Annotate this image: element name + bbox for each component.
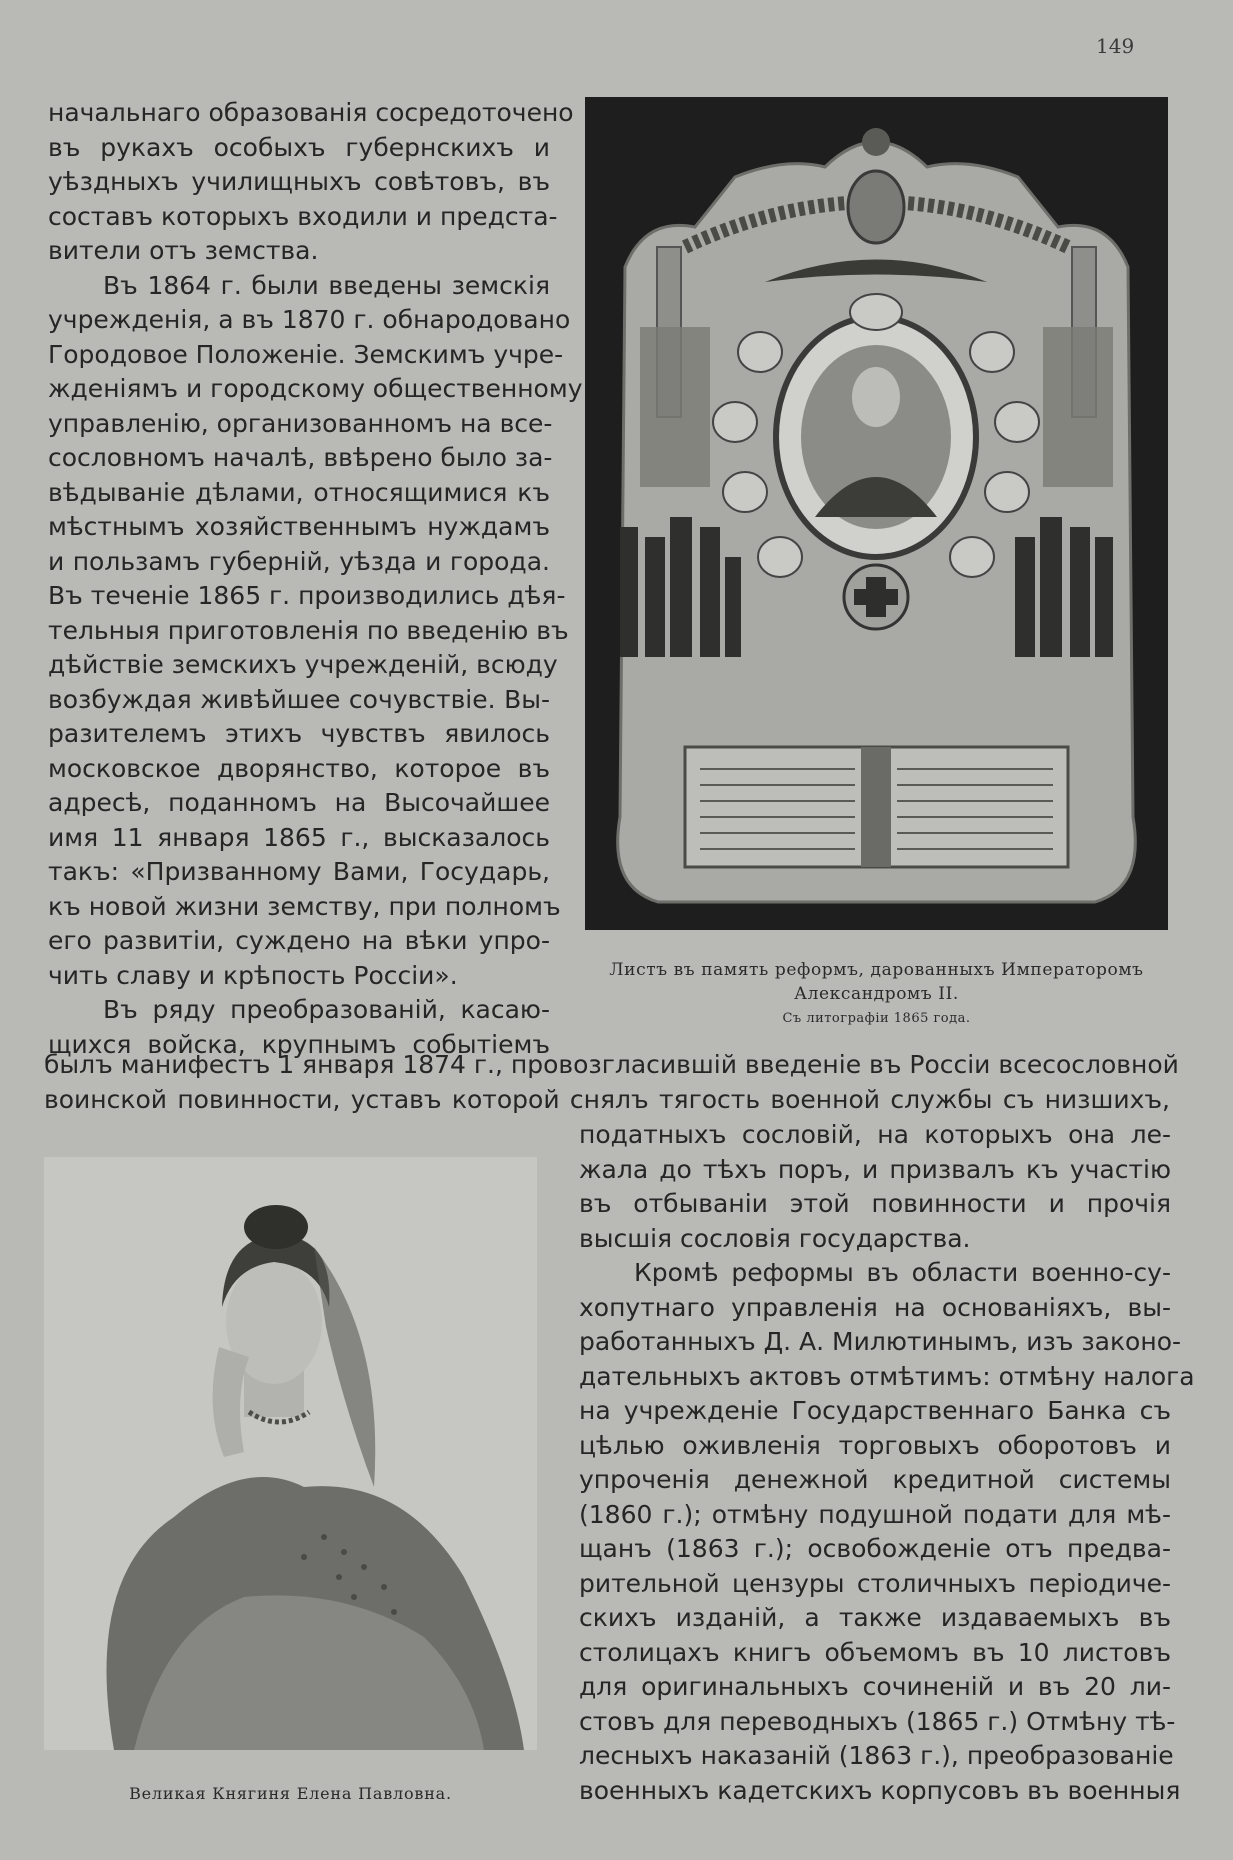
text-line: уѣздныхъ училищныхъ совѣтовъ, въ [48, 167, 550, 196]
text-line: сословномъ началѣ, ввѣрено было за- [48, 443, 553, 472]
text-line: скихъ изданій, а также издаваемыхъ въ [579, 1603, 1171, 1632]
text-line: вители отъ земства. [48, 236, 319, 265]
reform-lithograph-image [585, 97, 1168, 930]
portrait-image [44, 1157, 537, 1750]
text-line: въ рукахъ особыхъ губернскихъ и [48, 132, 550, 162]
text-line: щанъ (1863 г.); освобожденіе отъ предва- [579, 1534, 1171, 1563]
text-line: для оригинальныхъ сочиненій и въ 20 ли- [579, 1672, 1171, 1701]
text-line: вѣдываніе дѣлами, относящимися къ [48, 477, 550, 507]
text-line: Городовое Положеніе. Земскимъ учре- [48, 339, 564, 369]
text-line: воинской повинности, уставъ которой снялъ тягость военной службы съ низшихъ, [44, 1084, 1170, 1114]
full-width-text [44, 1048, 1179, 1117]
text-line: на учрежденіе Государственнаго Банка съ [579, 1396, 1171, 1425]
text-line: къ новой жизни земству, при полномъ [48, 891, 561, 921]
text-line: начальнаго образованія сосредоточено [48, 98, 574, 127]
text-line: жала до тѣхъ поръ, и призвалъ къ участію [579, 1154, 1171, 1184]
text-line: московское дворянство, которое въ [48, 753, 550, 783]
text-line: имя 11 января 1865 г., высказалось [48, 822, 550, 852]
text-line: учрежденія, а въ 1870 г. обнародовано [48, 305, 571, 334]
text-line: тельныя приготовленія по введенію въ [48, 615, 569, 645]
text-line: податныхъ сословій, на которыхъ она ле- [579, 1120, 1171, 1149]
text-line: Въ ряду преобразованій, касаю- [103, 995, 550, 1024]
text-line: рительной цензуры столичныхъ періодиче- [579, 1568, 1171, 1598]
left-column-text [48, 96, 583, 1062]
right-column-text [579, 1118, 1195, 1808]
text-line: составъ которыхъ входили и предста- [48, 201, 558, 231]
portrait-caption: Великая Княгиня Елена Павловна. [129, 1784, 452, 1803]
caption-line: Александромъ II. [794, 984, 959, 1004]
text-line: разителемъ этихъ чувствъ явилось [48, 719, 550, 748]
text-line: былъ манифестъ 1 января 1874 г., провозгласившій введеніе въ Россіи всесословной [44, 1050, 1179, 1079]
page-number: 149 [1096, 34, 1135, 58]
text-line: Въ теченіе 1865 г. производились дѣя- [48, 581, 566, 610]
text-line: возбуждая живѣйшее сочувствіе. Вы- [48, 684, 550, 714]
text-line: адресѣ, поданномъ на Высочайшее [48, 788, 550, 817]
text-line: военныхъ кадетскихъ корпусовъ въ военныя [579, 1775, 1181, 1805]
text-line: цѣлью оживленія торговыхъ оборотовъ и [579, 1430, 1171, 1460]
text-line: такъ: «Призванному Вами, Государь, [48, 857, 550, 886]
text-line: его развитіи, суждено на вѣки упро- [48, 926, 550, 955]
text-line: мѣстнымъ хозяйственнымъ нуждамъ [48, 512, 550, 541]
lithograph-caption [585, 958, 1168, 1032]
text-line: Кромѣ реформы въ области военно-су- [634, 1258, 1171, 1287]
text-line: въ отбываніи этой повинности и прочія [579, 1189, 1171, 1218]
text-line: и пользамъ губерній, уѣзда и города. [48, 546, 550, 576]
text-line: упроченія денежной кредитной системы [579, 1465, 1171, 1494]
text-line: чить славу и крѣпость Россіи». [48, 960, 458, 990]
text-line: лесныхъ наказаній (1863 г.), преобразованіе [579, 1741, 1174, 1770]
text-line: дательныхъ актовъ отмѣтимъ: отмѣну налога [579, 1361, 1195, 1391]
caption-credit: Съ литографіи 1865 года. [782, 1011, 971, 1026]
text-line: высшія сословія государства. [579, 1223, 971, 1253]
text-line: жденіямъ и городскому общественному [48, 374, 583, 403]
text-line: работанныхъ Д. А. Милютинымъ, изъ законо- [579, 1327, 1182, 1356]
text-line: стовъ для переводныхъ (1865 г.) Отмѣну тѣ- [579, 1706, 1176, 1736]
text-line: столицахъ книгъ объемомъ въ 10 листовъ [579, 1637, 1171, 1667]
text-line: дѣйствіе земскихъ учрежденій, всюду [48, 650, 558, 679]
text-line: (1860 г.); отмѣну подушной подати для мѣ- [579, 1499, 1171, 1529]
text-line: хопутнаго управленія на основаніяхъ, вы- [579, 1292, 1171, 1322]
caption-line: Листъ въ память реформъ, дарованныхъ Императоромъ [609, 960, 1144, 980]
text-line: щихся войска, крупнымъ событіемъ [48, 1029, 550, 1059]
text-line: управленію, организованномъ на все- [48, 408, 553, 438]
text-line: Въ 1864 г. были введены земскія [103, 270, 550, 300]
